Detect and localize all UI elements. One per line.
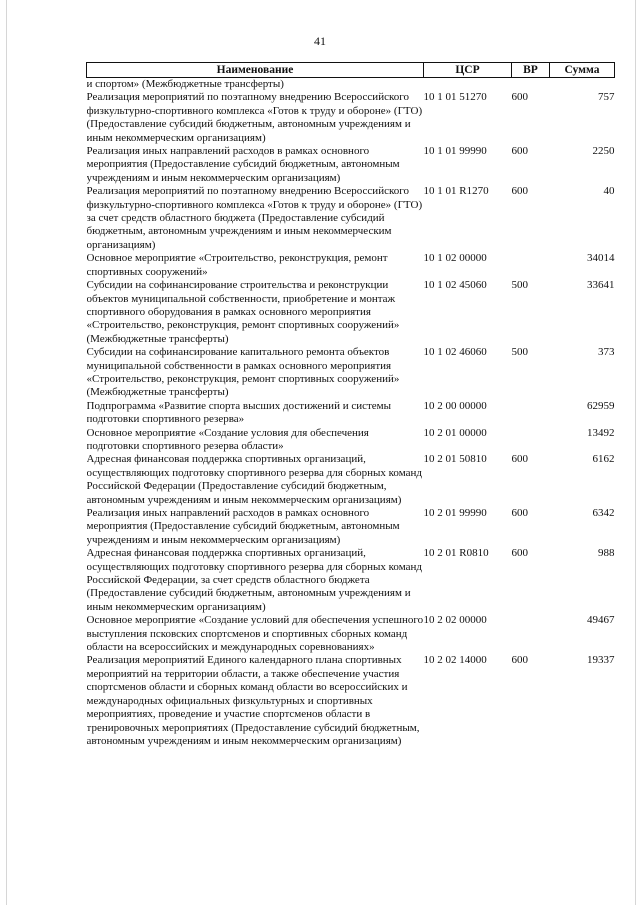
table-row — [87, 427, 615, 454]
table-row — [87, 654, 615, 748]
row-csr: 10 1 02 46060 — [423, 346, 487, 359]
row-sum: 34014 — [587, 252, 615, 265]
table-row — [87, 252, 615, 279]
row-name: Подпрограмма «Развитие спорта высших достижений и системы подготовки спортивного резерва» — [86, 399, 392, 426]
row-csr — [424, 78, 512, 92]
row-name: Основное мероприятие «Создание условия для обеспечения подготовки спортивного резерва области» — [86, 426, 369, 452]
header-name: Наименование — [87, 63, 424, 78]
row-vr: 600 — [511, 185, 528, 198]
row-vr: 600 — [511, 654, 528, 667]
table-row — [87, 547, 615, 614]
row-name: Адресная финансовая поддержка спортивных организаций, осуществляющих подготовку спортивного резерва для сборных команд Российской Федерации (Предоставление субсидий бюджетным, автономным учреждениям и иным некоммерческим организациям) — [86, 453, 422, 506]
row-name: Основное мероприятие «Создание условий для обеспечения успешного выступления псковских спортсменов и спортивных сборных команд области на всероссийских и международных соревнованиях» — [86, 614, 424, 654]
row-vr — [512, 78, 550, 92]
table-row — [87, 185, 615, 252]
row-csr: 10 2 01 00000 — [423, 426, 487, 439]
row-csr: 10 1 02 00000 — [423, 252, 487, 265]
row-csr: 10 2 01 50810 — [423, 453, 487, 466]
page-number: 41 — [314, 34, 326, 48]
row-csr: 10 1 01 51270 — [423, 91, 487, 104]
row-csr: 10 2 02 00000 — [423, 614, 487, 627]
table-row — [87, 91, 615, 145]
table-row — [87, 453, 615, 507]
table-row — [87, 507, 615, 547]
row-sum: 49467 — [587, 614, 615, 627]
header-csr: ЦСР — [424, 63, 512, 78]
row-name: Реализация мероприятий Единого календарного плана спортивных мероприятий на территории области, а также обеспечение участия спортсменов области и сборных команд области во всероссийских и международных официальных физкультурных и спортивных мероприятиях, проведение и участие спортсменов области в тренировочных мероприятиях (Предоставление субсидий бюджетным, автономным учреждениям и иным некоммерческим организациям) — [86, 654, 420, 747]
row-sum — [550, 78, 615, 92]
row-sum: 40 — [603, 185, 615, 198]
scan-edge-right — [635, 0, 636, 905]
row-vr: 600 — [511, 507, 528, 519]
row-sum: 6342 — [592, 507, 615, 519]
table-row — [87, 145, 615, 185]
row-csr: 10 2 00 00000 — [423, 399, 487, 412]
row-vr — [512, 400, 550, 427]
row-name: и спортом» (Межбюджетные трансферты) — [86, 78, 284, 90]
row-name: Реализация иных направлений расходов в рамках основного мероприятия (Предоставление субсидий бюджетным, автономным учреждениям и иным некоммерческим организациям) — [86, 145, 400, 184]
row-vr — [512, 614, 550, 654]
row-csr: 10 1 01 R1270 — [423, 185, 489, 198]
row-vr: 500 — [511, 279, 528, 292]
header-sum: Сумма — [550, 63, 615, 78]
row-vr: 500 — [511, 346, 528, 359]
row-sum: 2250 — [592, 145, 615, 158]
row-sum: 33641 — [587, 279, 615, 292]
row-vr: 600 — [511, 145, 528, 158]
budget-table — [86, 62, 615, 748]
row-csr: 10 1 01 99990 — [423, 145, 487, 158]
row-vr: 600 — [511, 91, 528, 104]
row-name: Адресная финансовая поддержка спортивных организаций, осуществляющих подготовку спортивного резерва для сборных команд Российской Федерации, за счет средств областного бюджета (Предоставление субсидий бюджетным, автономным учреждениям и иным некоммерческим организациям) — [86, 547, 422, 613]
scan-edge-left — [6, 0, 7, 905]
row-name: Реализация мероприятий по поэтапному внедрению Всероссийского физкультурно-спортивного комплекса «Готов к труду и обороне» (ГТО) (Предоставление субсидий бюджетным, автономным учреждениям и иным некоммерческим организациям) — [86, 91, 423, 144]
row-name: Основное мероприятие «Строительство, реконструкция, ремонт спортивных сооружений» — [86, 252, 388, 278]
header-vr: ВР — [512, 63, 550, 78]
row-csr: 10 2 01 99990 — [423, 507, 487, 519]
row-name: Субсидии на софинансирование строительства и реконструкции объектов муниципальной собственности, приобретение и монтаж спортивного оборудования в рамках основного мероприятия «Строительство, реконструкция, ремонт спортивных сооружений» (Межбюджетные трансферты) — [86, 279, 400, 345]
table-row — [87, 346, 615, 400]
row-sum: 757 — [598, 91, 615, 104]
row-sum: 62959 — [587, 399, 615, 412]
table-row — [87, 400, 615, 427]
row-sum: 373 — [598, 346, 615, 359]
row-vr: 600 — [511, 547, 528, 560]
table-row — [87, 614, 615, 654]
row-sum: 19337 — [587, 654, 615, 667]
row-sum: 13492 — [587, 426, 615, 439]
row-sum: 6162 — [592, 453, 615, 466]
row-vr — [512, 427, 550, 454]
row-sum: 988 — [598, 547, 615, 560]
table-header-row — [87, 63, 615, 78]
row-name: Реализация иных направлений расходов в рамках основного мероприятия (Предоставление субсидий бюджетным, автономным учреждениям и иным некоммерческим организациям) — [86, 507, 400, 546]
row-name: Субсидии на софинансирование капитального ремонта объектов муниципальной собственности в рамках основного мероприятия «Строительство, реконструкция, ремонт спортивных сооружений» (Межбюджетные трансферты) — [86, 346, 400, 399]
row-vr — [512, 252, 550, 279]
row-name: Реализация мероприятий по поэтапному внедрению Всероссийского физкультурно-спортивного комплекса «Готов к труду и обороне» (ГТО) за счет средств областного бюджета (Предоставление субсидий бюджетным, автономным учреждениям и иным некоммерческим организациям) — [86, 185, 423, 251]
row-csr: 10 2 02 14000 — [423, 654, 487, 667]
row-vr: 600 — [511, 453, 528, 466]
table-row — [87, 78, 615, 92]
row-csr: 10 1 02 45060 — [423, 279, 487, 292]
row-csr: 10 2 01 R0810 — [423, 547, 489, 560]
table-row — [87, 279, 615, 346]
